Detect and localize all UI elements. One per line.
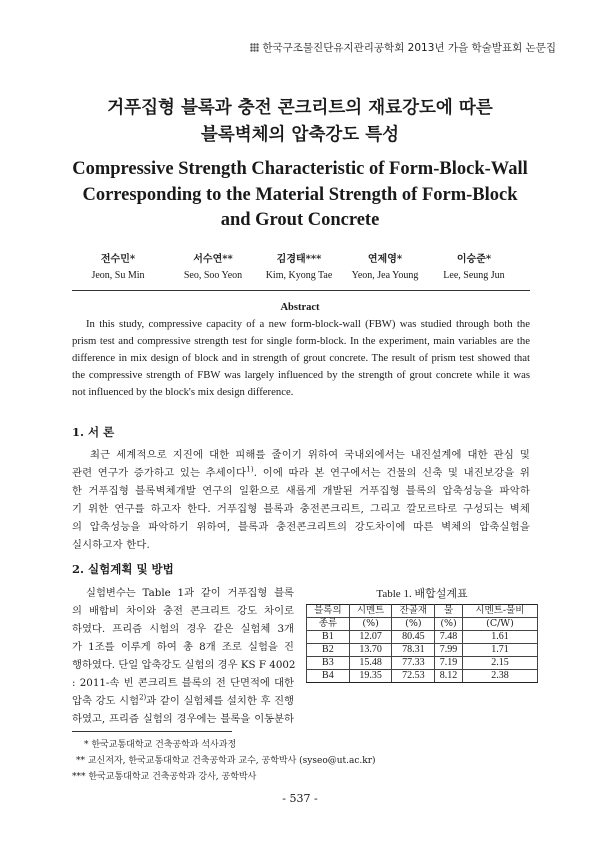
- table-header-cell: 시멘트-물비: [462, 605, 537, 618]
- author-divider: [72, 290, 530, 291]
- table-header-cell: (C/W): [462, 618, 537, 631]
- table-header-row: [307, 605, 538, 618]
- section-1-text: . 이에 따라 본 연구에서는 건물의 신축 및 내진보강을 위: [253, 467, 530, 479]
- table-cell: 19.35: [349, 670, 392, 683]
- footnote: *** 한국교통대학교 건축공학과 강사, 공학박사: [72, 772, 257, 782]
- citation-ref: 2): [139, 693, 147, 702]
- table-cell: B3: [307, 657, 350, 670]
- abstract-line: difference in mix design of block and in strength of grout concrete. The result of prism test showed that: [72, 352, 530, 364]
- table-header-cell: 시멘트: [349, 605, 392, 618]
- table-cell: 80.45: [392, 631, 435, 644]
- section-2-line: 의 배합비 차이와 충전 콘크리트 강도 차이로: [72, 605, 294, 617]
- footnote-divider: [72, 731, 232, 732]
- table-row: [307, 657, 538, 670]
- english-title-line-1: Compressive Strength Characteristic of Form-Block-Wall: [72, 159, 528, 179]
- table-cell: 1.61: [462, 631, 537, 644]
- section-2-line: 하였고, 프리즘 실험의 경우에는 블록을 이동분하: [72, 713, 294, 725]
- table-cell: 78.31: [392, 644, 435, 657]
- section-2-text: 압축 강도 시험: [72, 695, 140, 707]
- dots-icon: [250, 43, 259, 52]
- section-1-line: 기 위한 연구를 하고자 한다. 거푸집형 블록과 충전콘크리트, 그리고 깔모르타로 구성되는 벽체: [72, 503, 530, 515]
- table-header-cell: (%): [349, 618, 392, 631]
- table-header-cell: 잔골재: [392, 605, 435, 618]
- table-cell: 2.38: [462, 670, 537, 683]
- section-1-line: 한 거푸집형 블록벽체개발 연구의 일환으로 새롭게 개발된 거푸집형 블록의 압축성능을 파악하: [72, 485, 530, 497]
- author-english-name: Seo, Soo Yeon: [183, 270, 243, 281]
- section-1-line: [72, 464, 530, 479]
- korean-title-line-2: 블록벽체의 압축강도 특성: [200, 125, 400, 145]
- section-1-line: 의 압축성능을 파악하기 위하여, 블록과 충전콘크리트의 강도차이에 따른 벽체의 압축실험을: [72, 521, 530, 533]
- footnote: * 한국교통대학교 건축공학과 석사과정: [84, 740, 237, 750]
- table-row: [307, 644, 538, 657]
- abstract-line: not influenced by the block's mix design difference.: [72, 386, 294, 398]
- abstract-line: prism test and compressive strength test for single form-block. In the experiment, main variables are the: [72, 335, 530, 347]
- section-2-line: 가 1조를 이루게 하여 총 8개 조로 실험을 진: [72, 641, 294, 653]
- journal-name: 한국구조물진단유지관리공학회 2013년 가을 학술발표회 논문집: [262, 42, 556, 54]
- table-header-row: [307, 618, 538, 631]
- section-1-text: 관련 연구가 증가하고 있는 추세이다: [72, 467, 247, 479]
- table-cell: B1: [307, 631, 350, 644]
- korean-title-line-1: 거푸집형 블록과 충전 콘크리트의 재료강도에 따른: [107, 98, 493, 118]
- author-korean-name: 전수민*: [100, 254, 136, 265]
- table-header-cell: (%): [392, 618, 435, 631]
- section-2-line: 하였다. 프리즘 시험의 경우 같은 실험체 3개: [72, 623, 294, 635]
- table-cell: B4: [307, 670, 350, 683]
- table-cell: 8.12: [435, 670, 463, 683]
- author: [337, 250, 433, 281]
- table-header-cell: 블록의: [307, 605, 350, 618]
- abstract-heading: Abstract: [280, 302, 320, 313]
- section-2-heading: 2. 실험계획 및 방법: [72, 562, 174, 576]
- table-cell: B2: [307, 644, 350, 657]
- table-cell: 13.70: [349, 644, 392, 657]
- author-english-name: Yeon, Jea Young: [351, 270, 419, 281]
- table-cell: 77.33: [392, 657, 435, 670]
- author-english-name: Kim, Kyong Tae: [265, 270, 333, 281]
- section-1-heading: 1. 서 론: [72, 425, 115, 439]
- table-row: [307, 631, 538, 644]
- author: [165, 250, 261, 281]
- citation-ref: 1): [246, 465, 254, 474]
- mix-design-table: [306, 604, 538, 683]
- table-cell: 1.71: [462, 644, 537, 657]
- table-caption: Table 1. 배합설계표: [376, 588, 468, 600]
- author: [426, 250, 522, 281]
- abstract-line: the compressive strength of FBW was largely influenced by the strength of grout concrete while it was: [72, 369, 530, 381]
- author-korean-name: 서수연**: [193, 254, 233, 265]
- page-number: - 537 -: [282, 792, 318, 805]
- section-2-line: 실험변수는 Table 1과 같이 거푸집형 블록: [86, 587, 294, 599]
- author-korean-name: 이승준*: [456, 254, 492, 265]
- table-row: [307, 670, 538, 683]
- footnote: ** 교신저자, 한국교통대학교 건축공학과 교수, 공학박사 (syseo@ut.ac.kr): [76, 756, 376, 766]
- section-1-line: 최근 세계적으로 지진에 대한 피해를 줄이기 위하여 국내외에서는 내진설계에 대한 관심 및: [90, 449, 530, 461]
- table-cell: 72.53: [392, 670, 435, 683]
- table-cell: 15.48: [349, 657, 392, 670]
- author: [251, 250, 347, 281]
- table-cell: 7.48: [435, 631, 463, 644]
- table-cell: 7.99: [435, 644, 463, 657]
- table-cell: 7.19: [435, 657, 463, 670]
- author-korean-name: 연제영*: [367, 254, 403, 265]
- table-header-cell: (%): [435, 618, 463, 631]
- section-1-line: 실시하고자 한다.: [72, 539, 150, 551]
- section-2-text: 과 같이 실험체를 설치한 후 진행: [146, 695, 294, 707]
- abstract-line: In this study, compressive capacity of a new form-block-wall (FBW) was studied through both the: [86, 318, 530, 330]
- section-2-line: : 2011-속 빈 콘크리트 블록의 전 단면적에 대한: [72, 677, 294, 689]
- section-2-line: 행하였다. 단일 압축강도 실험의 경우 KS F 4002: [72, 659, 296, 671]
- author: [70, 250, 166, 281]
- table-header-cell: 물: [435, 605, 463, 618]
- table-cell: 12.07: [349, 631, 392, 644]
- author-english-name: Lee, Seung Jun: [443, 270, 505, 281]
- author-korean-name: 김경태***: [276, 254, 322, 265]
- table-cell: 2.15: [462, 657, 537, 670]
- table-header-cell: 종류: [307, 618, 350, 631]
- english-title-line-2: Corresponding to the Material Strength of Form-Block: [82, 185, 518, 205]
- english-title-line-3: and Grout Concrete: [220, 210, 380, 230]
- section-2-line: [72, 692, 294, 707]
- author-english-name: Jeon, Su Min: [91, 270, 145, 281]
- journal-header: [250, 40, 556, 55]
